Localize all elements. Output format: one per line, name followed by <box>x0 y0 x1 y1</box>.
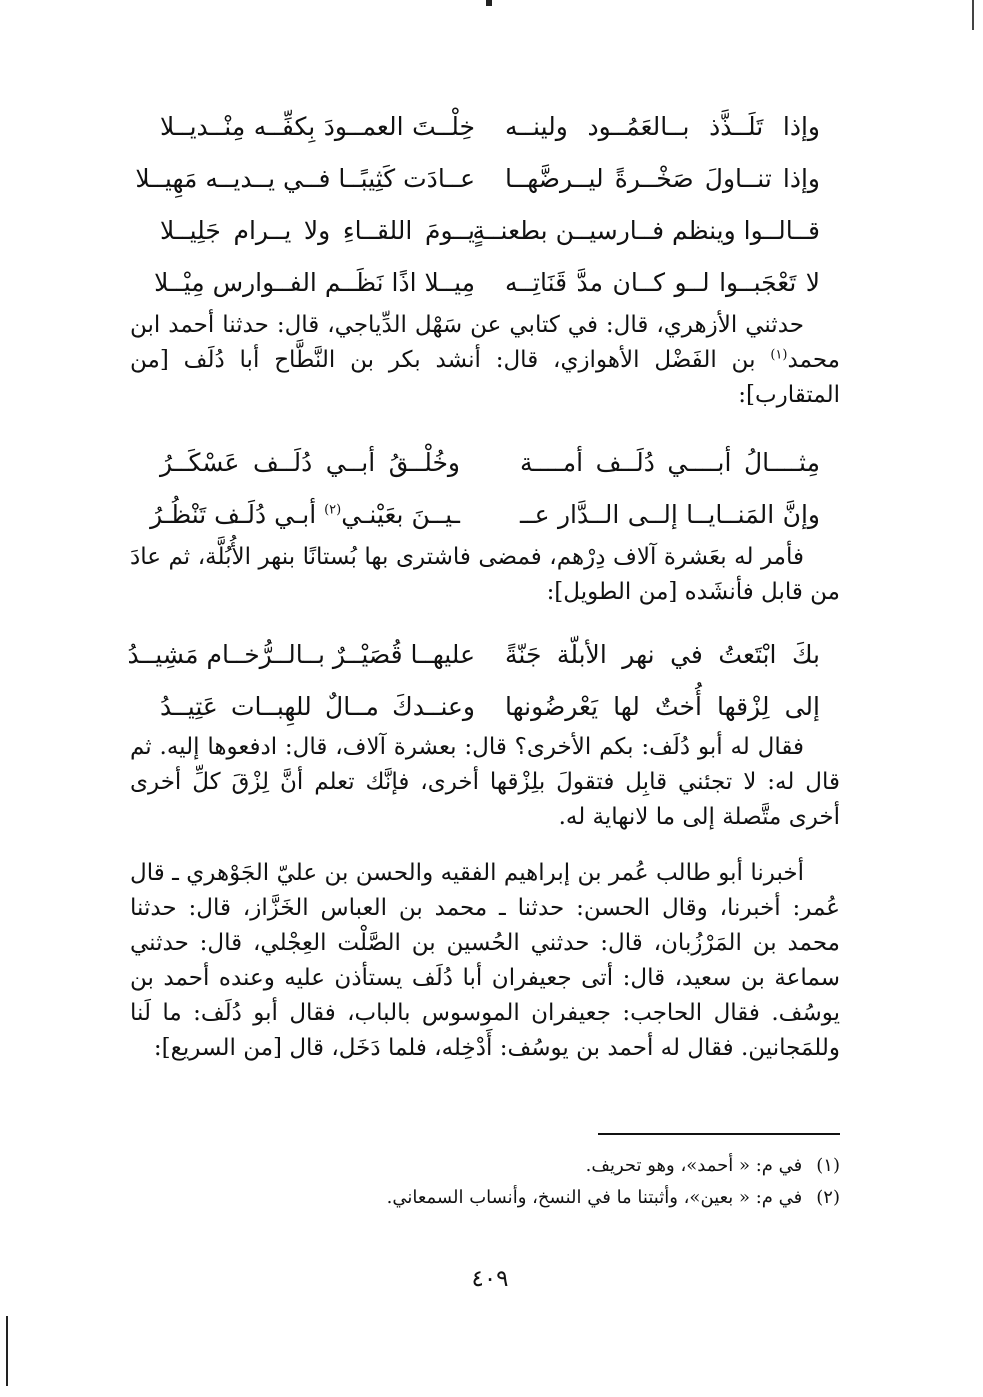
verse-line <box>160 100 820 152</box>
verse-line <box>160 680 820 732</box>
prose-paragraph <box>130 540 840 610</box>
verse-first-hemistich: وإذا تنــاولَ صَخْــرةً ليــرضَّهــا <box>505 163 820 193</box>
scan-mark <box>972 0 974 30</box>
footnote-divider <box>598 1133 840 1135</box>
verse-second-hemistich: وخُلْــقُ أبــي دُلَــف عَسْكَــرُ <box>160 447 460 477</box>
poem-block <box>135 100 820 308</box>
poem-block <box>150 436 820 540</box>
verse-line <box>135 152 820 204</box>
footnote <box>300 1182 840 1214</box>
page-number: ٤٠٩ <box>471 1266 509 1292</box>
hemistich-text: أبـي دُلَـف تَنْظُـرُ <box>150 499 325 529</box>
footnotes <box>300 1150 840 1214</box>
paragraph-text: حدثني الأزهري، قال: في كتابي عن سَهْل الدِّياجي، قال: حدثنا أحمد ابن محمد <box>130 312 840 373</box>
footnote-text: في م: « أحمد»، وهو تحريف. <box>585 1155 803 1176</box>
verse-second-hemistich: يــومَ اللقــاءِ ولا يــرام جَلِيــلا <box>160 215 475 245</box>
verse-first-hemistich: مِثــــالُ أبــــي دُلَــف أمــــة <box>520 447 820 477</box>
paragraph-text: بن الفَضْل الأهوازي، قال: أنشد بكر بن النَّطَّاح أبا دُلَف [من المتقارب]: <box>130 347 840 408</box>
prose-paragraph <box>130 730 840 835</box>
verse-line <box>160 204 820 256</box>
footnote-reference[interactable]: (٢) <box>324 502 342 518</box>
poem-block <box>127 628 820 732</box>
verse-line <box>154 256 820 308</box>
hemistich-text: ـيــنَ بعَيْنـي <box>341 499 460 529</box>
verse-second-hemistich: خِلْــتَ العمــودَ بِكفِّــه مِنْــديــلا <box>160 111 475 141</box>
verse-second-hemistich: عليهــا قُصَيْــرٌ بــالــرُّخــام مَشِيــدُ <box>127 639 475 669</box>
prose-paragraph <box>130 856 840 1066</box>
paragraph-text: فأمر له بعَشرة آلاف دِرْهم، فمضى فاشترى بها بُستانًا بنهر الأُبُلَّة، ثم عادَ من قابل فأنشَده [من الطويل]: <box>130 544 840 605</box>
paragraph-text: فقال له أبو دُلَف: بكم الأخرى؟ قال: بعشرة آلاف، قال: ادفعوها إليه. ثم قال له: لا تجئني قابِل فتقولَ بلِزْقها أخرى، فإنَّك تعلم أنَّ لِزْقَ كلِّ أخرى أخرى متَّصلة إلى ما لانهاية له. <box>130 734 840 830</box>
footnote-reference[interactable]: (١) <box>770 347 788 363</box>
verse-line <box>150 488 820 540</box>
verse-first-hemistich: وإنَّ المَنــايــا إلــى الــدَّار عــ <box>520 499 820 529</box>
paragraph-text: أخبرنا أبو طالب عُمر بن إبراهيم الفقيه والحسن بن عليّ الجَوْهري ـ قال عُمر: أخبرنا، وقال الحسن: حدثنا ـ محمد بن العباس الخَزَّاز، قال: حدثنا محمد بن المَرْزُبان، قال: حدثني الحُسين بن الصَّلْت العِجْلي، قال: حدثني سماعة بن سعيد، قال: أتى جعيفران أبا دُلَف يستأذن عليه وعنده أحمد بن يوسُف. فقال الحاجب: جعيفران الموسوس بالباب، فقال أبو دُلَف: ما لَنا وللمَجانين. فقال له أحمد بن يوسُف: أَدْخِله، فلما دَخَل، قال [من السريع]: <box>130 860 840 1061</box>
verse-first-hemistich: قــالــوا وينظم فــارسيــن بطعنــةٍ <box>472 215 820 245</box>
verse-first-hemistich: إلى لِزْقها أُختٌ لها يَعْرضُونها <box>505 691 820 721</box>
prose-paragraph <box>130 308 840 413</box>
verse-line <box>127 628 820 680</box>
verse-second-hemistich <box>150 499 460 529</box>
scan-mark <box>486 0 492 6</box>
verse-second-hemistich: مِيــلا اذًا نَظَــم الفــوارس مِيْــلا <box>154 267 475 297</box>
scan-mark <box>6 1316 8 1386</box>
verse-second-hemistich: عــادَت كَثِيبًــا فــي يــديــه مَهِيــلا <box>135 163 475 193</box>
footnote-number: (٢) <box>816 1187 840 1208</box>
verse-line <box>160 436 820 488</box>
footnote-text: في م: « بعين»، وأثبتنا ما في النسخ، وأنساب السمعاني. <box>386 1187 803 1208</box>
footnote <box>300 1150 840 1182</box>
verse-first-hemistich: لا تَعْجَبــوا لــو كــان مدَّ قَنَاتِــه <box>505 267 820 297</box>
verse-first-hemistich: بكَ ابْتَعتُ في نهر الأبلّة جَنّةً <box>505 639 820 669</box>
verse-second-hemistich: وعنــدكَ مــالٌ للهِبــات عَتِيــدُ <box>160 691 475 721</box>
verse-first-hemistich: وإذا تَلَــذَّذ بــالعَمُــود ولينــه <box>505 111 820 141</box>
footnote-number: (١) <box>816 1155 840 1176</box>
